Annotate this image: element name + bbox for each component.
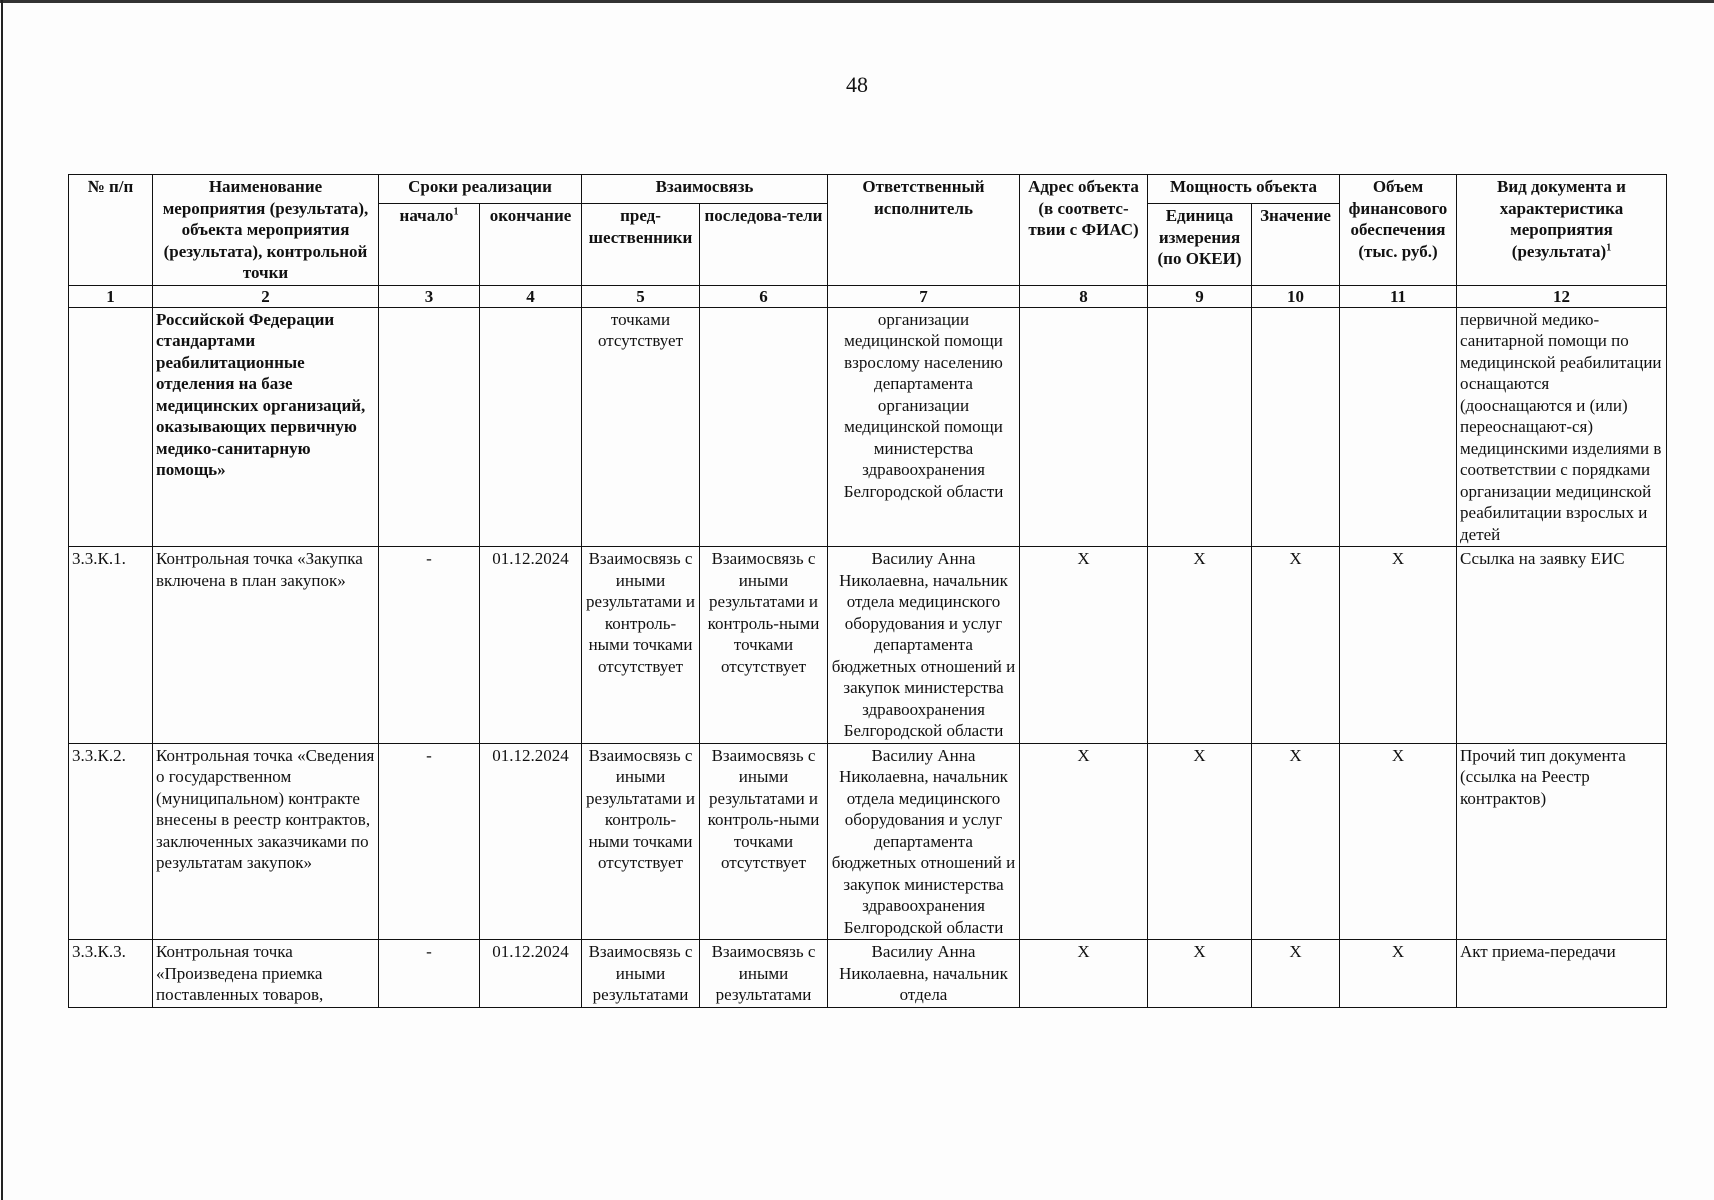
row-unit: X <box>1148 743 1252 940</box>
row-name: Контрольная точка «Сведения о государственном (муниципальном) контракте внесены в реестр контрактов, заключенных заказчиками по результатам закупок» <box>153 743 379 940</box>
header-start-label: начало <box>399 206 454 226</box>
row-responsible: Василиу Анна Николаевна, начальник отдела медицинского оборудования и услуг департамента бюджетных отношений и закупок министерства здравоохранения Белгородской области <box>828 547 1020 744</box>
row-successors: Взаимосвязь с иными результатами <box>700 940 828 1008</box>
row-num <box>69 307 153 547</box>
header-name: Наименование мероприятия (результата), объекта мероприятия (результата), контрольной точки <box>153 175 379 286</box>
plan-table <box>68 174 1667 1008</box>
row-value: X <box>1252 940 1340 1008</box>
row-num: 3.3.К.2. <box>69 743 153 940</box>
header-group-links: Взаимосвязь <box>582 175 828 204</box>
footnote-mark: 1 <box>1606 241 1612 253</box>
row-predecessors: Взаимосвязь с иными результатами и контроль-ными точками отсутствует <box>582 743 700 940</box>
row-responsible: организации медицинской помощи взрослому населению департамента организации медицинской помощи министерства здравоохранения Белгородской области <box>828 307 1020 547</box>
row-num: 3.3.К.1. <box>69 547 153 744</box>
column-number: 12 <box>1457 285 1667 307</box>
row-address: X <box>1020 940 1148 1008</box>
row-end: 01.12.2024 <box>480 743 582 940</box>
row-value <box>1252 307 1340 547</box>
row-address: X <box>1020 743 1148 940</box>
row-start: - <box>379 743 480 940</box>
row-finance <box>1340 307 1457 547</box>
row-end <box>480 307 582 547</box>
row-predecessors: Взаимосвязь с иными результатами <box>582 940 700 1008</box>
column-number: 10 <box>1252 285 1340 307</box>
row-end: 01.12.2024 <box>480 547 582 744</box>
page-number: 48 <box>846 72 868 97</box>
row-document: Ссылка на заявку ЕИС <box>1457 547 1667 744</box>
column-number: 8 <box>1020 285 1148 307</box>
row-end: 01.12.2024 <box>480 940 582 1008</box>
row-num: 3.3.К.3. <box>69 940 153 1008</box>
header-predecessors: пред-шественники <box>582 204 700 285</box>
table-row-3-3-k3 <box>69 940 1667 1008</box>
row-name: Контрольная точка «Произведена приемка поставленных товаров, <box>153 940 379 1008</box>
row-unit <box>1148 307 1252 547</box>
row-successors: Взаимосвязь с иными результатами и контроль-ными точками отсутствует <box>700 743 828 940</box>
column-number: 5 <box>582 285 700 307</box>
row-successors <box>700 307 828 547</box>
header-group-terms: Сроки реализации <box>379 175 582 204</box>
header-start <box>379 204 480 285</box>
header-address: Адрес объекта (в соответс-твии с ФИАС) <box>1020 175 1148 286</box>
row-finance: X <box>1340 743 1457 940</box>
scan-top-edge <box>0 0 1714 3</box>
row-responsible: Василиу Анна Николаевна, начальник отдела медицинского оборудования и услуг департамента бюджетных отношений и закупок министерства здравоохранения Белгородской области <box>828 743 1020 940</box>
column-number: 1 <box>69 285 153 307</box>
table-row-3-3-k2 <box>69 743 1667 940</box>
row-address: X <box>1020 547 1148 744</box>
row-start <box>379 307 480 547</box>
row-address <box>1020 307 1148 547</box>
row-successors: Взаимосвязь с иными результатами и контроль-ными точками отсутствует <box>700 547 828 744</box>
scan-left-edge <box>1 0 3 1200</box>
header-unit: Единица измерения (по ОКЕИ) <box>1148 204 1252 285</box>
row-name: Российской Федерации стандартами реабилитационные отделения на базе медицинских организаций, оказывающих первичную медико-санитарную помощь» <box>153 307 379 547</box>
column-number: 7 <box>828 285 1020 307</box>
header-finance: Объем финансового обеспечения (тыс. руб.) <box>1340 175 1457 286</box>
column-number: 6 <box>700 285 828 307</box>
column-number: 4 <box>480 285 582 307</box>
header-document-label: Вид документа и характеристика мероприятия (результата) <box>1497 177 1626 261</box>
row-finance: X <box>1340 940 1457 1008</box>
row-value: X <box>1252 743 1340 940</box>
row-predecessors: точками отсутствует <box>582 307 700 547</box>
column-number-row <box>69 285 1667 307</box>
column-number: 9 <box>1148 285 1252 307</box>
column-number: 11 <box>1340 285 1457 307</box>
header-row-1 <box>69 175 1667 204</box>
header-num: № п/п <box>69 175 153 286</box>
header-value: Значение <box>1252 204 1340 285</box>
table-row-3-3-k1 <box>69 547 1667 744</box>
column-number: 2 <box>153 285 379 307</box>
row-document: первичной медико-санитарной помощи по медицинской реабилитации оснащаются (дооснащаются и (или) переоснащают-ся) медицинскими изделиями в соответствии с порядками организации медицинской реабилитации взрослых и детей <box>1457 307 1667 547</box>
table-row-continuation <box>69 307 1667 547</box>
row-responsible: Василиу Анна Николаевна, начальник отдела <box>828 940 1020 1008</box>
header-group-power: Мощность объекта <box>1148 175 1340 204</box>
column-number: 3 <box>379 285 480 307</box>
row-name: Контрольная точка «Закупка включена в план закупок» <box>153 547 379 744</box>
row-start: - <box>379 547 480 744</box>
row-value: X <box>1252 547 1340 744</box>
row-predecessors: Взаимосвязь с иными результатами и контроль-ными точками отсутствует <box>582 547 700 744</box>
row-start: - <box>379 940 480 1008</box>
header-successors: последова-тели <box>700 204 828 285</box>
header-end: окончание <box>480 204 582 285</box>
row-document: Прочий тип документа (ссылка на Реестр контрактов) <box>1457 743 1667 940</box>
header-document <box>1457 175 1667 286</box>
row-document: Акт приема-передачи <box>1457 940 1667 1008</box>
footnote-mark: 1 <box>453 206 459 218</box>
row-finance: X <box>1340 547 1457 744</box>
row-unit: X <box>1148 940 1252 1008</box>
row-unit: X <box>1148 547 1252 744</box>
header-responsible: Ответственный исполнитель <box>828 175 1020 286</box>
